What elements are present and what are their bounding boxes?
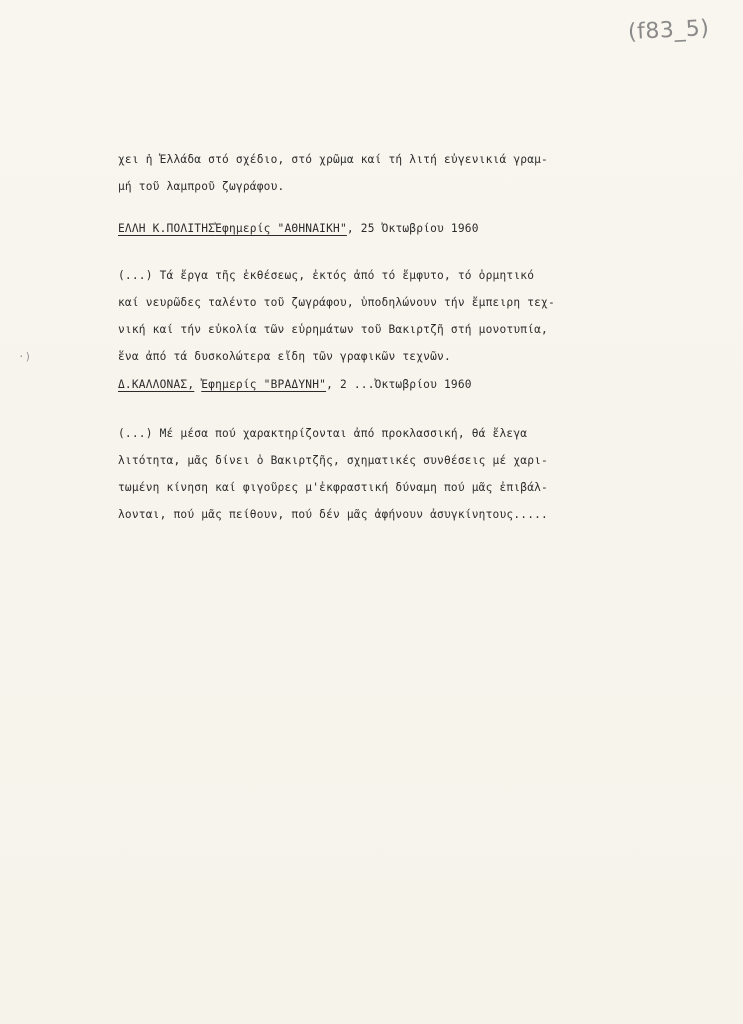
citation-1	[118, 222, 479, 235]
paragraph-line: λονται, πού μᾶς πείθουν, πού δέν μᾶς ἀφήνουν ἀσυγκίνητους.....	[118, 508, 548, 521]
margin-mark: ·)	[18, 350, 32, 363]
paragraph-line: νική καί τήν εὐκολία τῶν εὑρημάτων τοῦ Βακιρτζῆ στή μονοτυπία,	[118, 323, 548, 336]
paragraph-line: τωμένη κίνηση καί φιγοῦρες μ'ἐκφραστική δύναμη πού μᾶς ἐπιβάλ-	[118, 481, 548, 494]
citation-source: Ἐφημερίς "ΑΘΗΝΑΙΚΗ"	[215, 222, 347, 235]
paragraph-3	[118, 420, 638, 528]
paragraph-line: χει ἡ Ἑλλάδα στό σχέδιο, στό χρῶμα καί τή λιτή εὐγενικιά γραμ-	[118, 153, 548, 166]
citation-source: Ἐφημερίς "ΒΡΑΔΥΝΗ"	[201, 378, 327, 391]
page-reference-annotation: (f83_5)	[627, 15, 711, 46]
paragraph-line: ἕνα ἀπό τά δυσκολώτερα εἴδη τῶν γραφικῶν τεχνῶν.	[118, 350, 451, 363]
paragraph-line: καί νευρῶδες ταλέντο τοῦ ζωγράφου, ὑποδηλώνουν τήν ἔμπειρη τεχ-	[118, 296, 555, 309]
paragraph-line: (...) Μέ μέσα πού χαρακτηρίζονται ἀπό προκλασσική, θά ἔλεγα	[118, 427, 528, 440]
paragraph-2	[118, 262, 638, 370]
paragraph-line: μή τοῦ λαμπροῦ ζωγράφου.	[118, 180, 285, 193]
citation-author: ΕΛΛΗ Κ.ΠΟΛΙΤΗΣ	[118, 222, 216, 235]
paragraph-1	[118, 146, 638, 200]
paragraph-line: (...) Τά ἔργα τῆς ἐκθέσεως, ἐκτός ἀπό τό ἔμφυτο, τό ὁρμητικό	[118, 269, 535, 282]
citation-date: , 2 ...Ὀκτωβρίου 1960	[326, 378, 472, 391]
citation-2	[118, 378, 472, 391]
paragraph-line: λιτότητα, μᾶς δίνει ὁ Βακιρτζῆς, σχηματικές συνθέσεις μέ χαρι-	[118, 454, 548, 467]
citation-author: Δ.ΚΑΛΛΟΝΑΣ,	[118, 378, 195, 391]
citation-date: , 25 Ὀκτωβρίου 1960	[346, 222, 479, 235]
